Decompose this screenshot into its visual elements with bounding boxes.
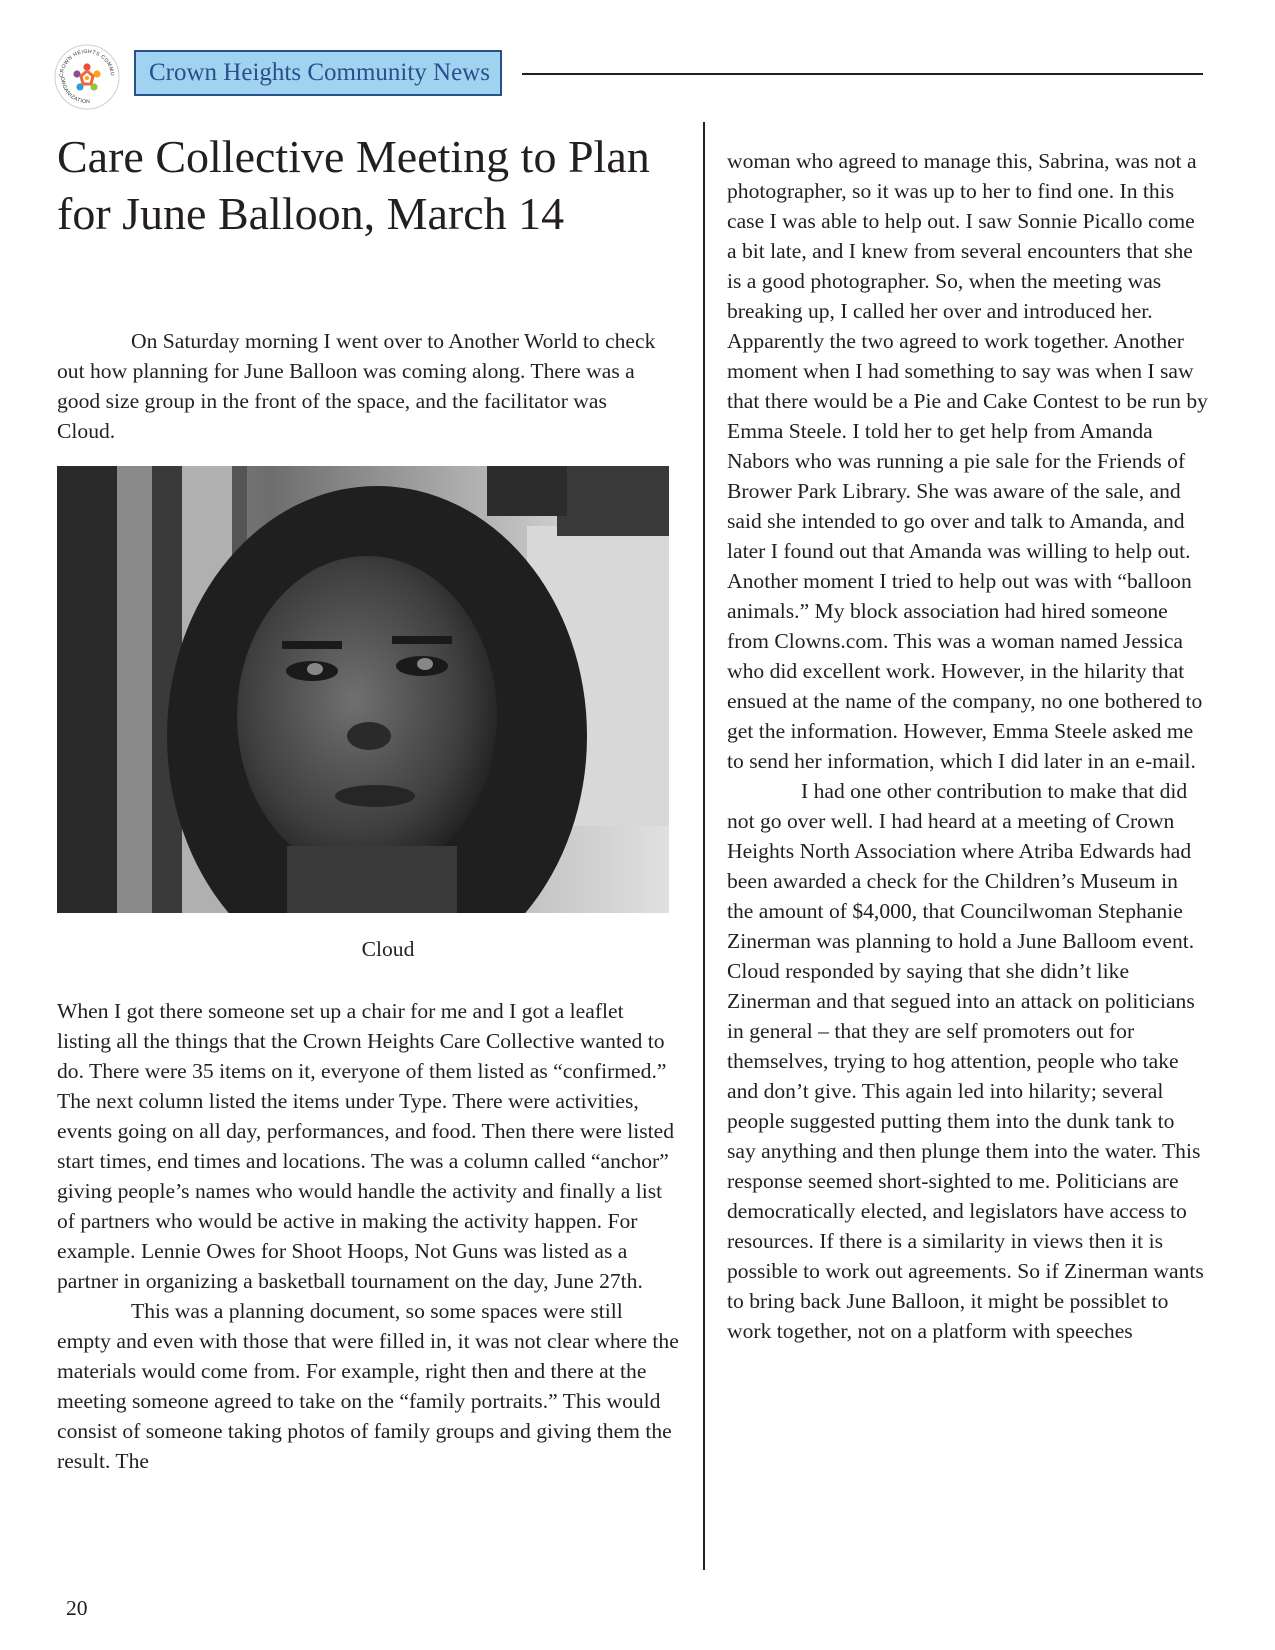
intro-paragraph: On Saturday morning I went over to Another World to check out how planning for June Balloon was coming along. There was a good size group in the front of the space, and the facilitator was Cloud. xyxy=(57,329,656,443)
organization-logo xyxy=(54,44,120,110)
masthead: Crown Heights Community News xyxy=(134,50,502,96)
svg-text:CROWN HEIGHTS COMMUNITY: CROWN HEIGHTS COMMU xyxy=(58,48,116,78)
right-column xyxy=(727,146,1208,1346)
article-intro xyxy=(57,326,661,446)
portrait-photo xyxy=(57,466,669,913)
page-number: 20 xyxy=(66,1596,88,1620)
body-paragraph: This was a planning document, so some spaces were still empty and even with those that were filled in, it was not clear where the materials would come from. For example, right then and there at the meeting someone agreed to take on the “family portraits.” This would consist of someone taking photos of family groups and giving them the result. The xyxy=(57,1299,679,1473)
photo-caption: Cloud xyxy=(361,937,415,961)
header-divider xyxy=(522,73,1203,75)
svg-text:ORGANIZATION: ORGANIZATION xyxy=(58,76,91,106)
body-paragraph: I had one other contribution to make that did not go over well. I had heard at a meeting of Crown Heights North Association where Atriba Edwards had been awarded a check for the Children’s Museum in the amount of $4,000, that Councilwoman Stephanie Zinerman was planning to hold a June Balloom event. Cloud responded by saying that she didn’t like Zinerman and that segued into an attack on politicians in general – that they are self promoters out for themselves, trying to hog attention, people who take and don’t give. This again led into hilarity; several people suggested putting them into the dunk tank to say anything and then plunge them into the water. This response seemed short-sighted to me. Politicians are democratically elected, and legislators have access to resources. If there is a similarity in views then it is possible to work out agreements. So if Zinerman wants to bring back June Balloon, it might be possiblet to work together, not on a platform with speeches xyxy=(727,779,1204,1343)
column-divider xyxy=(703,122,705,1570)
body-paragraph: woman who agreed to manage this, Sabrina, was not a photographer, so it was up to her to find one. In this case I was able to help out. I saw Sonnie Picallo come a bit late, and I knew from several encounters that she is a good photographer. So, when the meeting was breaking up, I called her over and introduced her. Apparently the two agreed to work together. Another moment when I had something to say was when I saw that there would be a Pie and Cake Contest to be run by Emma Steele. I told her to get help from Amanda Nabors who was running a pie sale for the Friends of Brower Park Library. She was aware of the sale, and said she intended to go over and talk to Amanda, and later I found out that Amanda was willing to help out. Another moment I tried to help out was with “balloon animals.” My block association had hired someone from Clowns.com. This was a woman named Jessica who did excellent work. However, in the hilarity that ensued at the name of the company, no one bothered to get the information. However, Emma Steele asked me to send her information, which I did later in an e-mail. xyxy=(727,149,1208,773)
body-paragraph: When I got there someone set up a chair for me and I got a leaflet listing all the things that the Crown Heights Care Collective wanted to do. There were 35 items on it, everyone of them listed as “confirmed.” The next column listed the items under Type. There were activities, events going on all day, performances, and food. Then there were listed start times, end times and locations. The was a column called “anchor” giving people’s names who would handle the activity and finally a list of partners who would be active in making the activity happen. For example. Lennie Owes for Shoot Hoops, Not Guns was listed as a partner in organizing a basketball tournament on the day, June 27th. xyxy=(57,999,675,1293)
left-column xyxy=(57,996,679,1476)
article-title: Care Collective Meeting to Plan for June Balloon, March 14 xyxy=(57,131,650,239)
